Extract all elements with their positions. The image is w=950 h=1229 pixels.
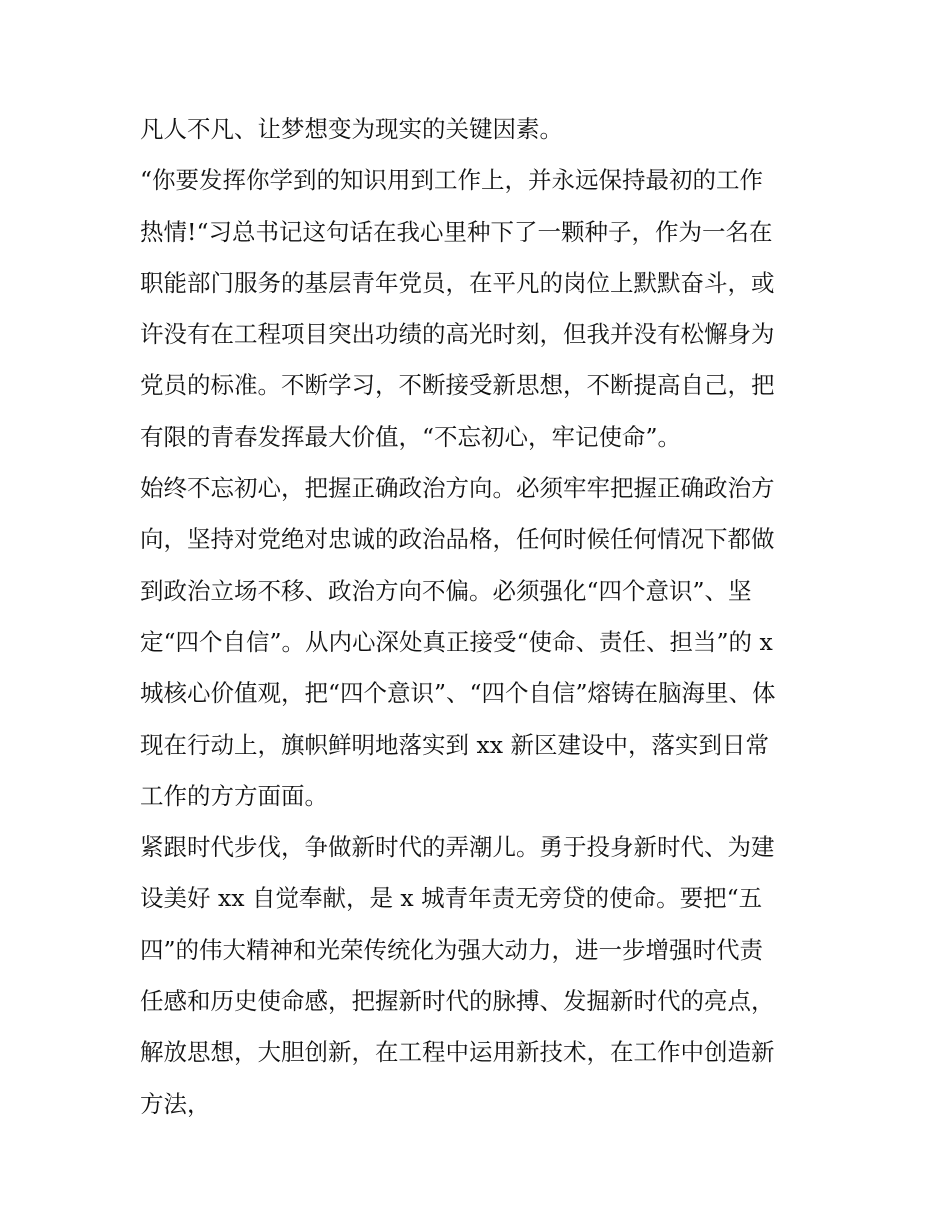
text-line: 职能部门服务的基层青年党员，在平凡的岗位上默默奋斗，或	[140, 268, 775, 297]
text-line: 方法，	[140, 1089, 211, 1118]
text-line: 有限的青春发挥最大价值，“不忘初心，牢记使命”。	[140, 422, 682, 451]
text-line: 向，坚持对党绝对忠诚的政治品格，任何时候任何情况下都做	[140, 525, 775, 554]
text-line: “你要发挥你学到的知识用到工作上，并永远保持最初的工作	[140, 166, 764, 195]
text-line: 定“四个自信”。从内心深处真正接受“使命、责任、担当”的 x	[140, 627, 773, 656]
text-line: 城核心价值观，把“四个意识”、“四个自信”熔铸在脑海里、体	[140, 679, 776, 708]
text-line: 始终不忘初心，把握正确政治方向。必须牢牢把握正确政治方	[140, 474, 775, 503]
text-line: 设美好 xx 自觉奉献，是 x 城青年责无旁贷的使命。要把“五	[140, 884, 763, 913]
text-line: 解放思想，大胆创新，在工程中运用新技术，在工作中创造新	[140, 1038, 775, 1067]
text-line: 紧跟时代步伐，争做新时代的弄潮儿。勇于投身新时代、为建	[140, 833, 775, 862]
text-line: 任感和历史使命感，把握新时代的脉搏、发掘新时代的亮点，	[140, 987, 775, 1016]
text-line: 凡人不凡、让梦想变为现实的关键因素。	[140, 115, 563, 143]
text-line: 工作的方方面面。	[140, 781, 328, 810]
text-line: 到政治立场不移、政治方向不偏。必须强化“四个意识”、坚	[140, 576, 752, 605]
text-line: 热情!“习总书记这句话在我心里种下了一颗种子，作为一名在	[140, 217, 773, 246]
text-line: 现在行动上，旗帜鲜明地落实到 xx 新区建设中，落实到日常	[140, 730, 769, 759]
text-line: 党员的标准。不断学习，不断接受新思想，不断提高自己，把	[140, 371, 775, 400]
body-text	[140, 104, 820, 1130]
text-line: 许没有在工程项目突出功绩的高光时刻，但我并没有松懈身为	[140, 320, 775, 349]
text-line: 四”的伟大精神和光荣传统化为强大动力，进一步增强时代责	[140, 935, 764, 964]
